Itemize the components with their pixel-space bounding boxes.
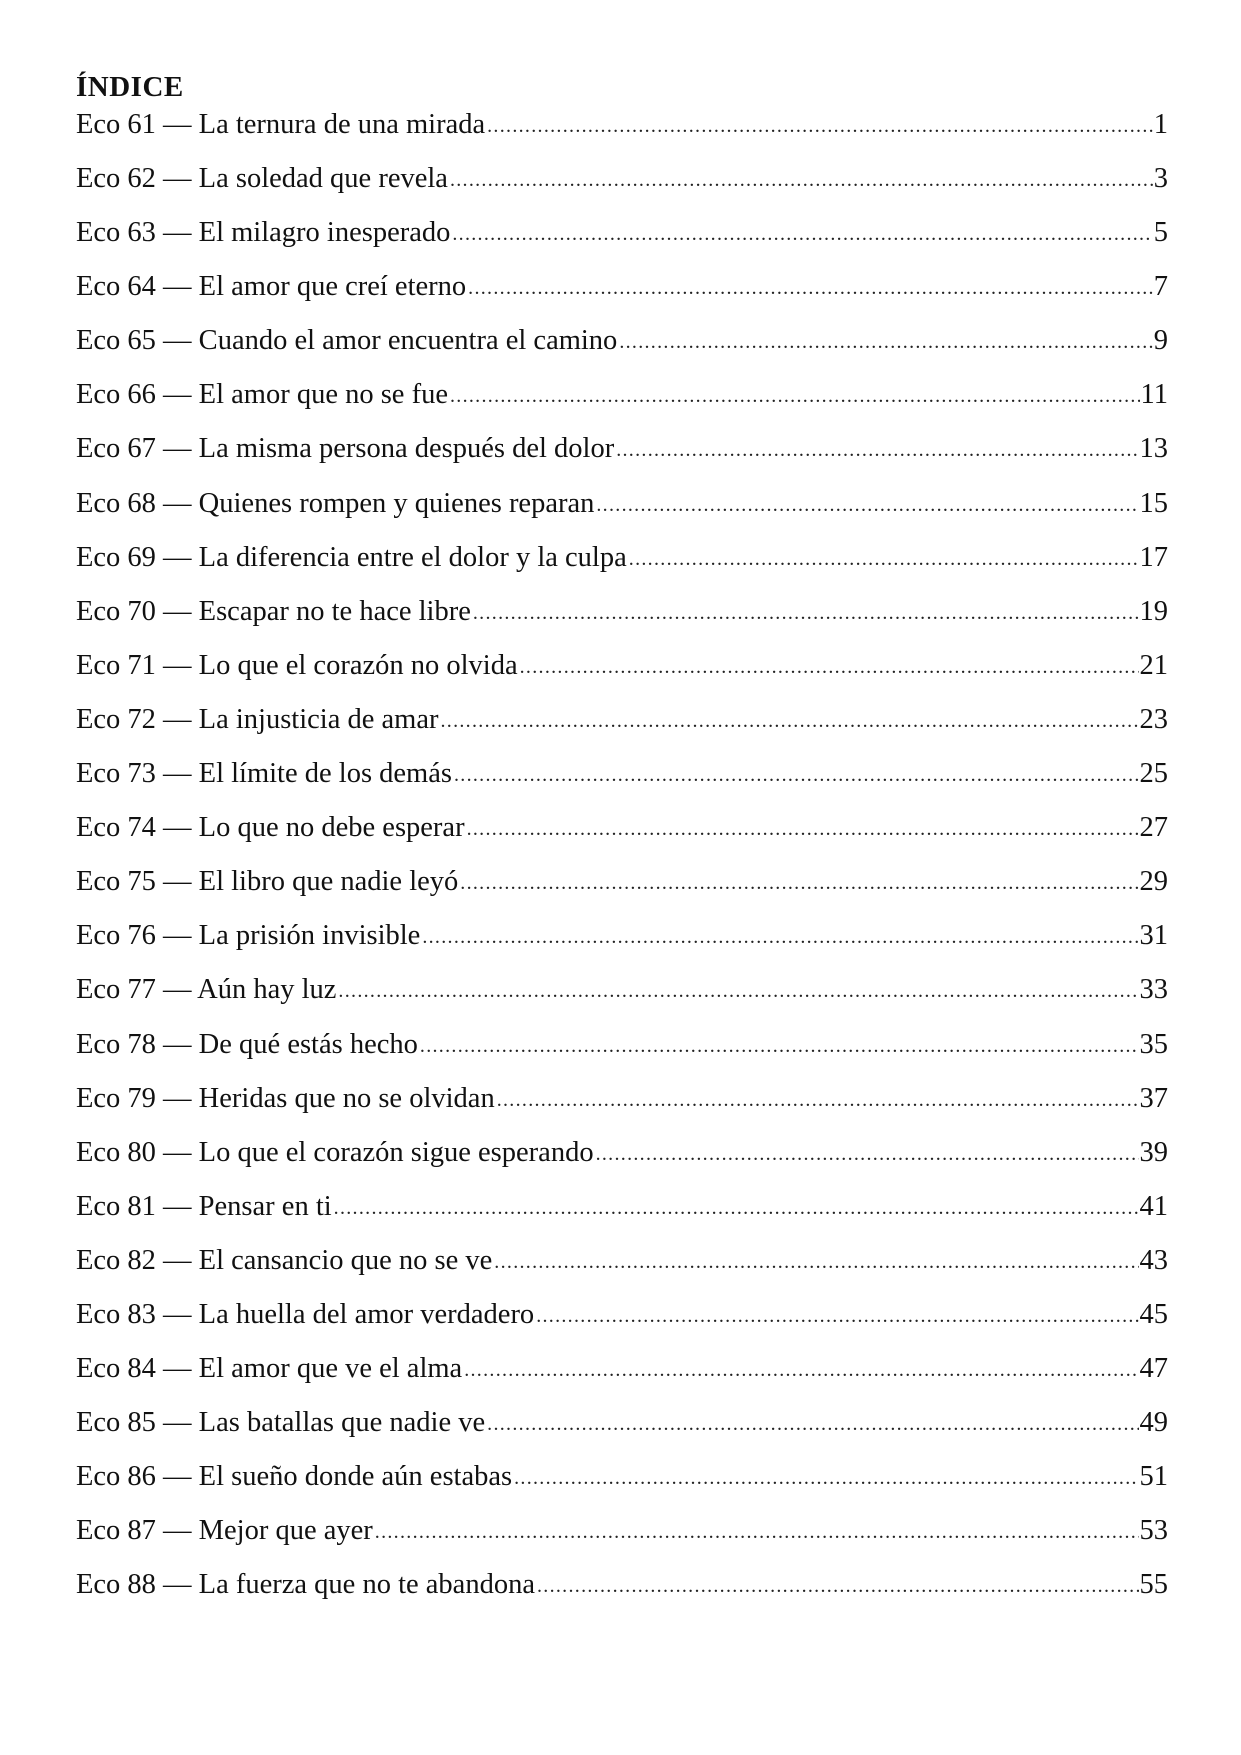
toc-entry-page-number: 41: [1139, 1190, 1168, 1222]
dot-leader: [467, 810, 1139, 848]
toc-entry: [76, 160, 1168, 214]
toc-entry-label: Eco 79 — Heridas que no se olvidan: [76, 1082, 495, 1114]
toc-entry-page-number: 53: [1139, 1515, 1168, 1547]
dot-leader: [454, 756, 1139, 794]
toc-entry-label: Eco 87 — Mejor que ayer: [76, 1515, 373, 1547]
toc-entry-label: Eco 63 — El milagro inesperado: [76, 217, 451, 249]
toc-entry-page-number: 19: [1139, 595, 1168, 627]
toc-entry-page-number: 11: [1140, 379, 1168, 411]
toc-entry-label: Eco 83 — La huella del amor verdadero: [76, 1298, 535, 1330]
dot-leader: [473, 594, 1139, 632]
toc-entry: [76, 1404, 1168, 1458]
dot-leader: [629, 540, 1139, 578]
toc-entry: [76, 1026, 1168, 1080]
toc-entry: [76, 1458, 1168, 1512]
dot-leader: [619, 323, 1152, 361]
toc-entry-page-number: 21: [1139, 649, 1168, 681]
dot-leader: [487, 107, 1153, 145]
toc-entry: [76, 701, 1168, 755]
toc-entry-label: Eco 86 — El sueño donde aún estabas: [76, 1461, 513, 1493]
dot-leader: [420, 1027, 1139, 1065]
toc-entry-label: Eco 66 — El amor que no se fue: [76, 379, 448, 411]
toc-entry-label: Eco 78 — De qué estás hecho: [76, 1028, 418, 1060]
toc-entry-label: Eco 71 — Lo que el corazón no olvida: [76, 649, 518, 681]
toc-entry-page-number: 13: [1139, 433, 1168, 465]
toc-entry-page-number: 1: [1153, 109, 1168, 140]
toc-entry-page-number: 15: [1139, 487, 1168, 519]
dot-leader: [452, 215, 1152, 253]
dot-leader: [334, 1189, 1139, 1227]
toc-entry-label: Eco 67 — La misma persona después del dolor: [76, 433, 615, 465]
toc-entry: [76, 863, 1168, 917]
dot-leader: [464, 1351, 1138, 1389]
toc-entry: [76, 268, 1168, 322]
dot-leader: [520, 648, 1139, 686]
toc-entry-page-number: 33: [1139, 974, 1168, 1006]
toc-entry-page-number: 5: [1153, 217, 1168, 249]
toc-entry-page-number: 55: [1139, 1569, 1168, 1601]
toc-entry-page-number: 35: [1139, 1028, 1168, 1060]
toc-entry: [76, 593, 1168, 647]
toc-entry-page-number: 51: [1139, 1461, 1168, 1493]
dot-leader: [536, 1297, 1138, 1335]
toc-entry: [76, 106, 1168, 160]
toc-title: ÍNDICE: [76, 71, 184, 103]
dot-leader: [422, 918, 1138, 956]
toc-entry-label: Eco 77 — Aún hay luz: [76, 974, 337, 1006]
toc-entry: [76, 809, 1168, 863]
toc-entry: [76, 1080, 1168, 1134]
toc-entry: [76, 539, 1168, 593]
dot-leader: [338, 972, 1138, 1010]
toc-entry-label: Eco 82 — El cansancio que no se ve: [76, 1244, 493, 1276]
dot-leader: [514, 1459, 1138, 1497]
toc-entry-label: Eco 74 — Lo que no debe esperar: [76, 812, 465, 844]
dot-leader: [497, 1081, 1139, 1119]
toc-entry-label: Eco 81 — Pensar en ti: [76, 1190, 332, 1222]
toc-entry-page-number: 31: [1139, 920, 1168, 952]
toc-entry-page-number: 49: [1139, 1407, 1168, 1439]
toc-entry-page-number: 39: [1139, 1136, 1168, 1168]
toc-entry-page-number: 47: [1139, 1353, 1168, 1385]
dot-leader: [450, 377, 1140, 415]
toc-entry-label: Eco 61 — La ternura de una mirada: [76, 109, 486, 140]
toc-entry-label: Eco 88 — La fuerza que no te abandona: [76, 1569, 535, 1601]
toc-entry-page-number: 29: [1139, 866, 1168, 898]
toc-entry-label: Eco 65 — Cuando el amor encuentra el camino: [76, 325, 618, 357]
dot-leader: [596, 1135, 1139, 1173]
toc-entry: [76, 647, 1168, 701]
toc-entry-label: Eco 84 — El amor que ve el alma: [76, 1353, 463, 1385]
toc-entry-label: Eco 62 — La soledad que revela: [76, 163, 448, 194]
toc-entry: [76, 430, 1168, 484]
dot-leader: [537, 1567, 1139, 1605]
dot-leader: [487, 1405, 1138, 1443]
toc-entry-page-number: 45: [1139, 1298, 1168, 1330]
toc-entry: [76, 971, 1168, 1025]
toc-entry: [76, 1296, 1168, 1350]
table-of-contents: [76, 106, 1168, 1621]
document-page: [76, 70, 1168, 1621]
toc-entry: [76, 1350, 1168, 1404]
dot-leader: [468, 269, 1153, 307]
toc-entry-label: Eco 85 — Las batallas que nadie ve: [76, 1407, 486, 1439]
toc-entry: [76, 755, 1168, 809]
dot-leader: [460, 864, 1138, 902]
toc-entry: [76, 1242, 1168, 1296]
toc-entry-page-number: 43: [1139, 1244, 1168, 1276]
toc-entry-label: Eco 64 — El amor que creí eterno: [76, 271, 467, 303]
toc-entry-label: Eco 68 — Quienes rompen y quienes reparan: [76, 487, 595, 519]
dot-leader: [596, 486, 1138, 524]
dot-leader: [440, 702, 1138, 740]
toc-entry-page-number: 27: [1139, 812, 1168, 844]
toc-entry-label: Eco 69 — La diferencia entre el dolor y la culpa: [76, 541, 627, 573]
toc-entry: [76, 1566, 1168, 1620]
toc-entry: [76, 322, 1168, 376]
toc-entry-label: Eco 72 — La injusticia de amar: [76, 703, 439, 735]
dot-leader: [616, 431, 1138, 469]
toc-entry-page-number: 23: [1139, 703, 1168, 735]
toc-entry-page-number: 37: [1139, 1082, 1168, 1114]
toc-entry-page-number: 7: [1153, 271, 1168, 303]
toc-entry-label: Eco 76 — La prisión invisible: [76, 920, 421, 952]
toc-entry-label: Eco 70 — Escapar no te hace libre: [76, 595, 471, 627]
dot-leader: [494, 1243, 1138, 1281]
dot-leader: [375, 1513, 1139, 1551]
toc-entry: [76, 917, 1168, 971]
toc-entry-label: Eco 73 — El límite de los demás: [76, 758, 452, 790]
toc-entry-page-number: 17: [1139, 541, 1168, 573]
toc-entry: [76, 1188, 1168, 1242]
toc-entry: [76, 376, 1168, 430]
toc-entry-label: Eco 75 — El libro que nadie leyó: [76, 866, 459, 898]
toc-entry: [76, 1134, 1168, 1188]
toc-entry-page-number: 9: [1153, 325, 1168, 357]
toc-entry-page-number: 25: [1139, 758, 1168, 790]
toc-entry: [76, 485, 1168, 539]
toc-entry-page-number: 3: [1153, 163, 1168, 194]
dot-leader: [450, 161, 1153, 199]
toc-entry: [76, 214, 1168, 268]
toc-entry: [76, 1512, 1168, 1566]
toc-entry-label: Eco 80 — Lo que el corazón sigue esperando: [76, 1136, 594, 1168]
